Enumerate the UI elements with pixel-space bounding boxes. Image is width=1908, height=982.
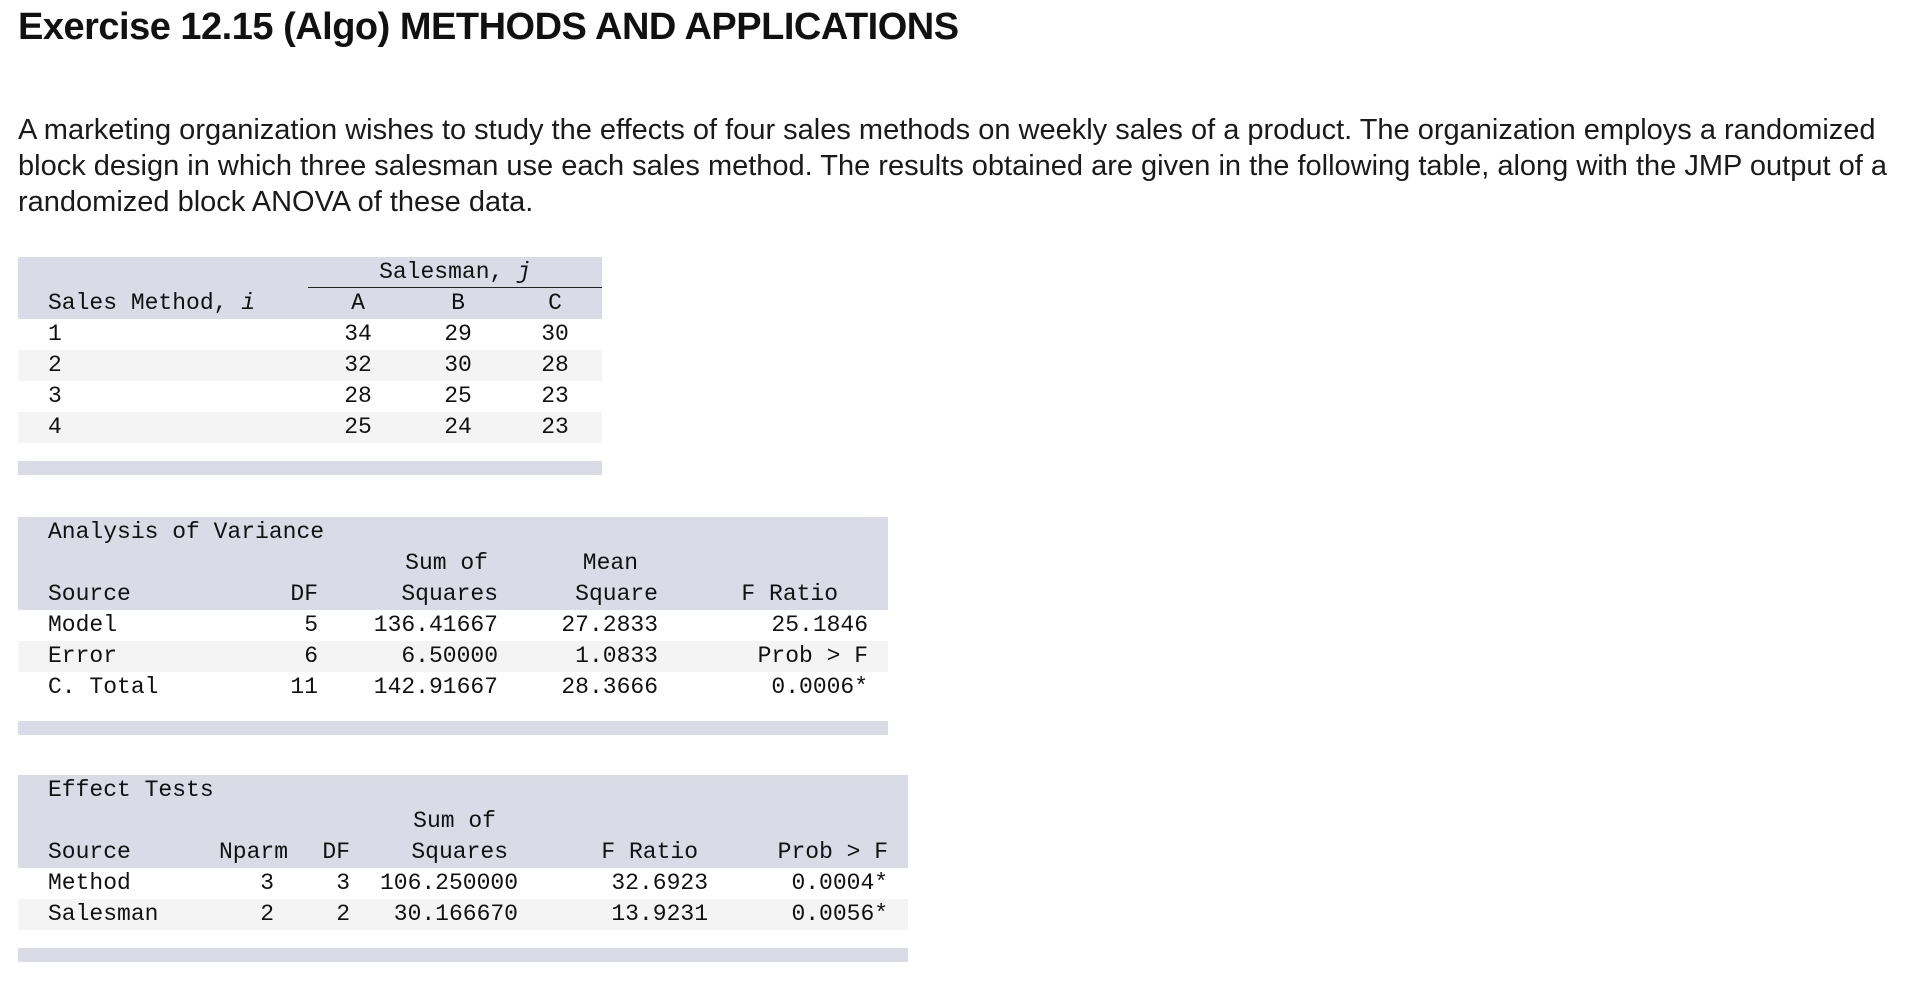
table-row: Method 3 3 106.250000 32.6923 0.0004* <box>18 868 908 899</box>
column-header: F Ratio <box>658 579 888 610</box>
column-header: A <box>308 288 408 319</box>
effects-heading: Effect Tests <box>18 775 908 806</box>
column-header: Mean <box>498 548 658 579</box>
column-header: Square <box>498 579 658 610</box>
column-header: Nparm <box>198 837 288 868</box>
column-header: Sum of <box>318 548 498 579</box>
column-header: DF <box>288 837 358 868</box>
column-header: Source <box>18 579 258 610</box>
table-footer-bar <box>18 948 908 962</box>
table-row: Salesman 2 2 30.166670 13.9231 0.0056* <box>18 899 908 930</box>
table-footer-bar <box>18 721 888 735</box>
column-header: Prob > F <box>718 837 908 868</box>
effect-tests-table <box>18 775 908 962</box>
anova-heading: Analysis of Variance <box>18 517 888 548</box>
column-header: Sum of <box>358 806 518 837</box>
table-row: C. Total 11 142.91667 28.3666 0.0006* <box>18 672 888 703</box>
table-row: 1 34 29 30 <box>18 319 602 350</box>
problem-statement: A marketing organization wishes to study the effects of four sales methods on weekly sales of a product. The organization employs a randomized block design in which three salesman use each sales method. The results obtained are given in the following table, along with the JMP output of a randomized block ANOVA of these data. <box>18 114 1887 218</box>
sales-method-header: Sales Method, i <box>18 288 308 319</box>
column-header: Squares <box>358 837 518 868</box>
sales-data-table <box>18 257 602 475</box>
salesman-group-header: Salesman, j <box>308 257 602 288</box>
column-header: Squares <box>318 579 498 610</box>
column-header: Source <box>18 837 198 868</box>
table-row: Model 5 136.41667 27.2833 25.1846 <box>18 610 888 641</box>
table-row: 4 25 24 23 <box>18 412 602 443</box>
column-header: B <box>408 288 508 319</box>
exercise-title: Exercise 12.15 (Algo) METHODS AND APPLICATIONS <box>18 6 959 48</box>
table-row: 3 28 25 23 <box>18 381 602 412</box>
table-row: 2 32 30 28 <box>18 350 602 381</box>
table-row: Error 6 6.50000 1.0833 Prob > F <box>18 641 888 672</box>
column-header: F Ratio <box>518 837 718 868</box>
column-header: C <box>508 288 602 319</box>
table-footer-bar <box>18 461 602 475</box>
anova-table <box>18 517 888 735</box>
column-header: DF <box>258 579 318 610</box>
